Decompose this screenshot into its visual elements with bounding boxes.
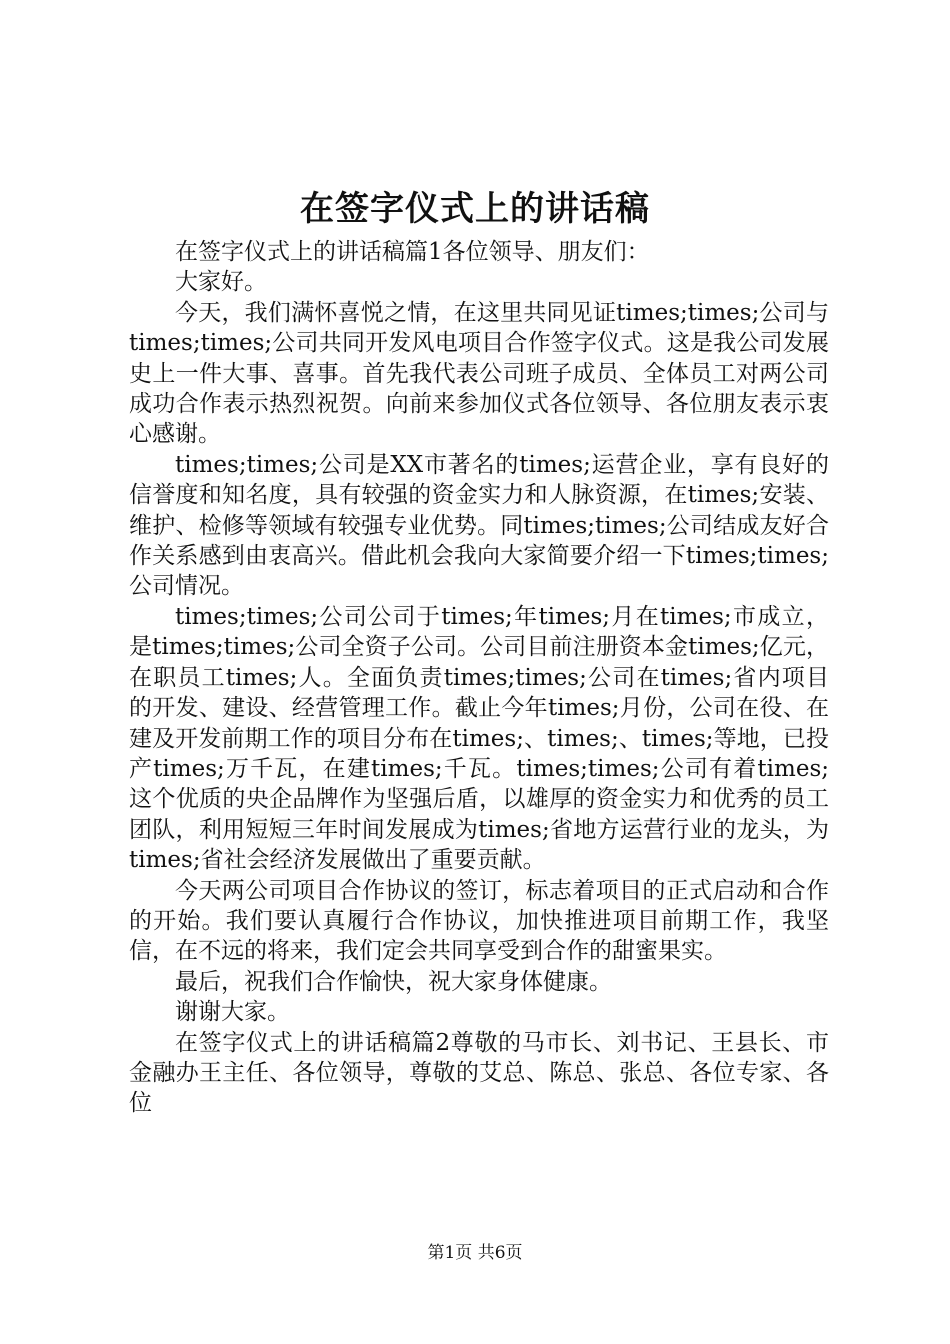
paragraph: 谢谢大家。: [175, 999, 290, 1026]
document-body: [129, 237, 829, 1119]
paragraph: 最后，祝我们合作愉快，祝大家身体健康。: [175, 968, 612, 995]
paragraph: 在签字仪式上的讲话稿篇2尊敬的马市长、刘书记、王县长、市金融办王主任、各位领导，尊敬的艾总、陈总、张总、各位专家、各位: [129, 1029, 829, 1117]
paragraph: times;times;公司是XX市著名的times;运营企业，享有良好的信誉度和知名度，具有较强的资金实力和人脉资源，在times;安装、维护、检修等领域有较强专业优势。同times;times;公司结成友好合作关系感到由衷高兴。借此机会我向大家简要介绍一下times;times;公司情况。: [129, 451, 829, 600]
document-title: 在签字仪式上的讲话稿: [300, 189, 650, 229]
page-footer: 第1页 共6页: [427, 1243, 523, 1263]
paragraph: 今天两公司项目合作协议的签订，标志着项目的正式启动和合作的开始。我们要认真履行合作协议，加快推进项目前期工作，我坚信，在不远的将来，我们定会共同享受到合作的甜蜜果实。: [129, 877, 829, 965]
paragraph: 大家好。: [175, 269, 267, 296]
paragraph: times;times;公司公司于times;年times;月在times;市成立，是times;times;公司全资子公司。公司目前注册资本金times;亿元，在职员工times;人。全面负责times;times;公司在times;省内项目的开发、建设、经营管理工作。截止今年times;月份，公司在役、在建及开发前期工作的项目分布在times;、times;、times;等地，已投产times;万千瓦，在建times;千瓦。times;times;公司有着times;这个优质的央企品牌作为坚强后盾，以雄厚的资金实力和优秀的员工团队，利用短短三年时间发展成为times;省地方运营行业的龙头，为times;省社会经济发展做出了重要贡献。: [129, 603, 829, 874]
paragraph: 今天，我们满怀喜悦之情，在这里共同见证times;times;公司与times;times;公司共同开发风电项目合作签字仪式。这是我公司发展史上一件大事、喜事。首先我代表公司班子成员、全体员工对两公司成功合作表示热烈祝贺。向前来参加仪式各位领导、各位朋友表示衷心感谢。: [129, 299, 829, 448]
paragraph: 在签字仪式上的讲话稿篇1各位领导、朋友们：: [175, 239, 650, 265]
